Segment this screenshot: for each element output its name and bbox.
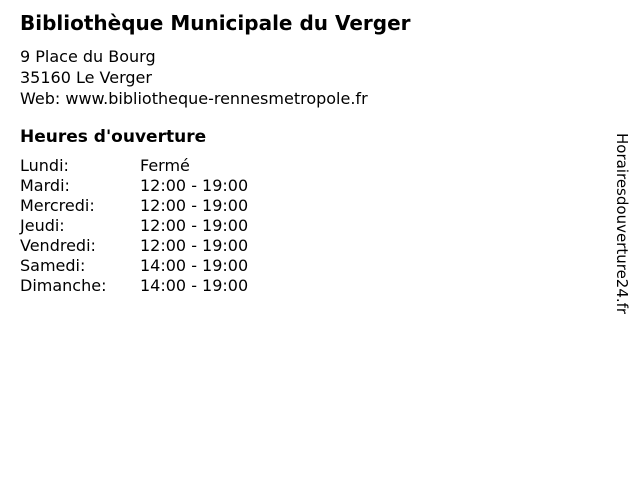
time-value: 12:00 - 19:00 — [140, 176, 249, 195]
web-line — [20, 88, 600, 109]
time-value: 14:00 - 19:00 — [140, 256, 249, 275]
day-label: Lundi: — [20, 156, 69, 175]
hours-row-saturday — [20, 256, 600, 276]
address-line1: 9 Place du Bourg — [20, 47, 156, 66]
time-value: Fermé — [140, 156, 190, 175]
hours-heading: Heures d'ouverture — [20, 127, 207, 147]
time-value: 12:00 - 19:00 — [140, 216, 249, 235]
page-title: Bibliothèque Municipale du Verger — [20, 11, 411, 35]
web-label: Web: — [20, 89, 61, 108]
day-label: Mercredi: — [20, 196, 95, 215]
address-block — [20, 46, 600, 109]
hours-row-friday — [20, 236, 600, 256]
time-value: 14:00 - 19:00 — [140, 276, 249, 295]
day-label: Dimanche: — [20, 276, 107, 295]
time-value: 12:00 - 19:00 — [140, 196, 249, 215]
hours-row-monday — [20, 156, 600, 176]
watermark-vertical-branding: Horairesdouverture24.fr — [613, 133, 631, 315]
day-label: Vendredi: — [20, 236, 96, 255]
hours-row-wednesday — [20, 196, 600, 216]
day-label: Jeudi: — [20, 216, 65, 235]
day-label: Samedi: — [20, 256, 86, 275]
hours-table — [20, 156, 600, 296]
day-label: Mardi: — [20, 176, 70, 195]
address-line2: 35160 Le Verger — [20, 68, 152, 87]
hours-row-tuesday — [20, 176, 600, 196]
web-url-link[interactable]: www.bibliotheque-rennesmetropole.fr — [65, 89, 368, 108]
hours-row-thursday — [20, 216, 600, 236]
hours-row-sunday — [20, 276, 600, 296]
time-value: 12:00 - 19:00 — [140, 236, 249, 255]
